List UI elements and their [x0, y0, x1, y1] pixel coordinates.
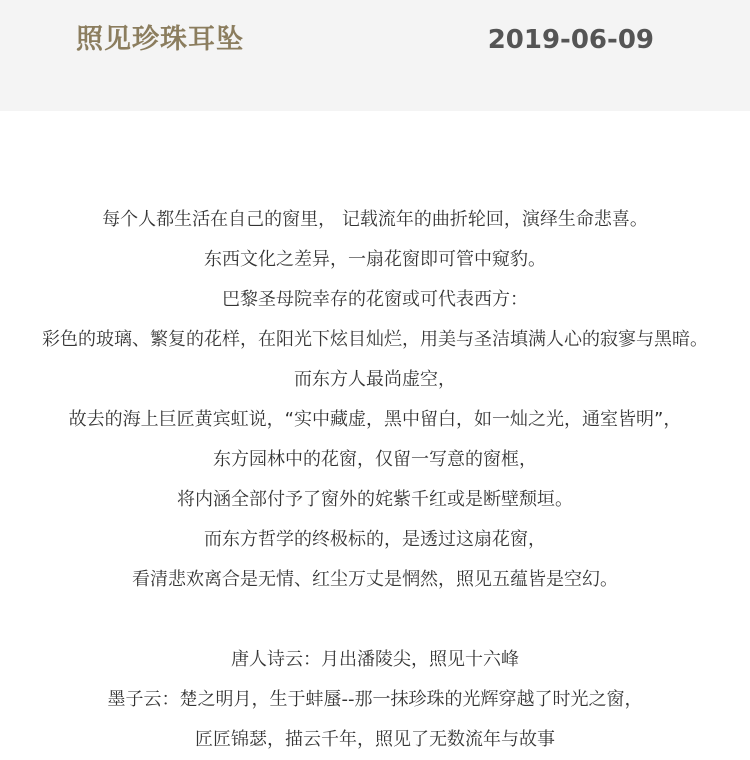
publish-date: 2019-06-09	[487, 25, 654, 55]
article-line: 东西文化之差异，一扇花窗即可管中窥豹。	[204, 249, 546, 270]
article-line: 故去的海上巨匠黄宾虹说，“实中藏虚，黑中留白，如一灿之光，通室皆明”，	[68, 409, 682, 430]
article-line: 而东方人最尚虚空，	[294, 369, 456, 390]
page-title: 照见珍珠耳坠	[76, 24, 244, 55]
article-line: 巴黎圣母院幸存的花窗或可代表西方：	[222, 289, 528, 310]
article-line: 墨子云：楚之明月，生于蚌蜃--那一抹珍珠的光辉穿越了时光之窗，	[107, 689, 643, 710]
page-header	[0, 0, 750, 111]
article-line: 而东方哲学的终极标的，是透过这扇花窗，	[204, 529, 546, 550]
article-line: 看清悲欢离合是无情、红尘万丈是惘然，照见五蕴皆是空幻。	[132, 569, 618, 590]
article-body	[0, 200, 750, 760]
article-line: 将内涵全部付予了窗外的姹紫千红或是断壁颓垣。	[177, 489, 573, 510]
paragraph-spacer	[0, 600, 750, 640]
article-line: 彩色的玻璃、繁复的花样，在阳光下炫目灿烂，用美与圣洁填满人心的寂寥与黑暗。	[42, 329, 708, 350]
article-line: 唐人诗云：月出潘陵尖，照见十六峰	[231, 649, 519, 670]
article-line: 匠匠锦瑟，描云千年，照见了无数流年与故事	[195, 729, 555, 750]
article-line: 每个人都生活在自己的窗里， 记载流年的曲折轮回，演绎生命悲喜。	[102, 209, 648, 230]
article-line: 东方园林中的花窗，仅留一写意的窗框，	[213, 449, 537, 470]
